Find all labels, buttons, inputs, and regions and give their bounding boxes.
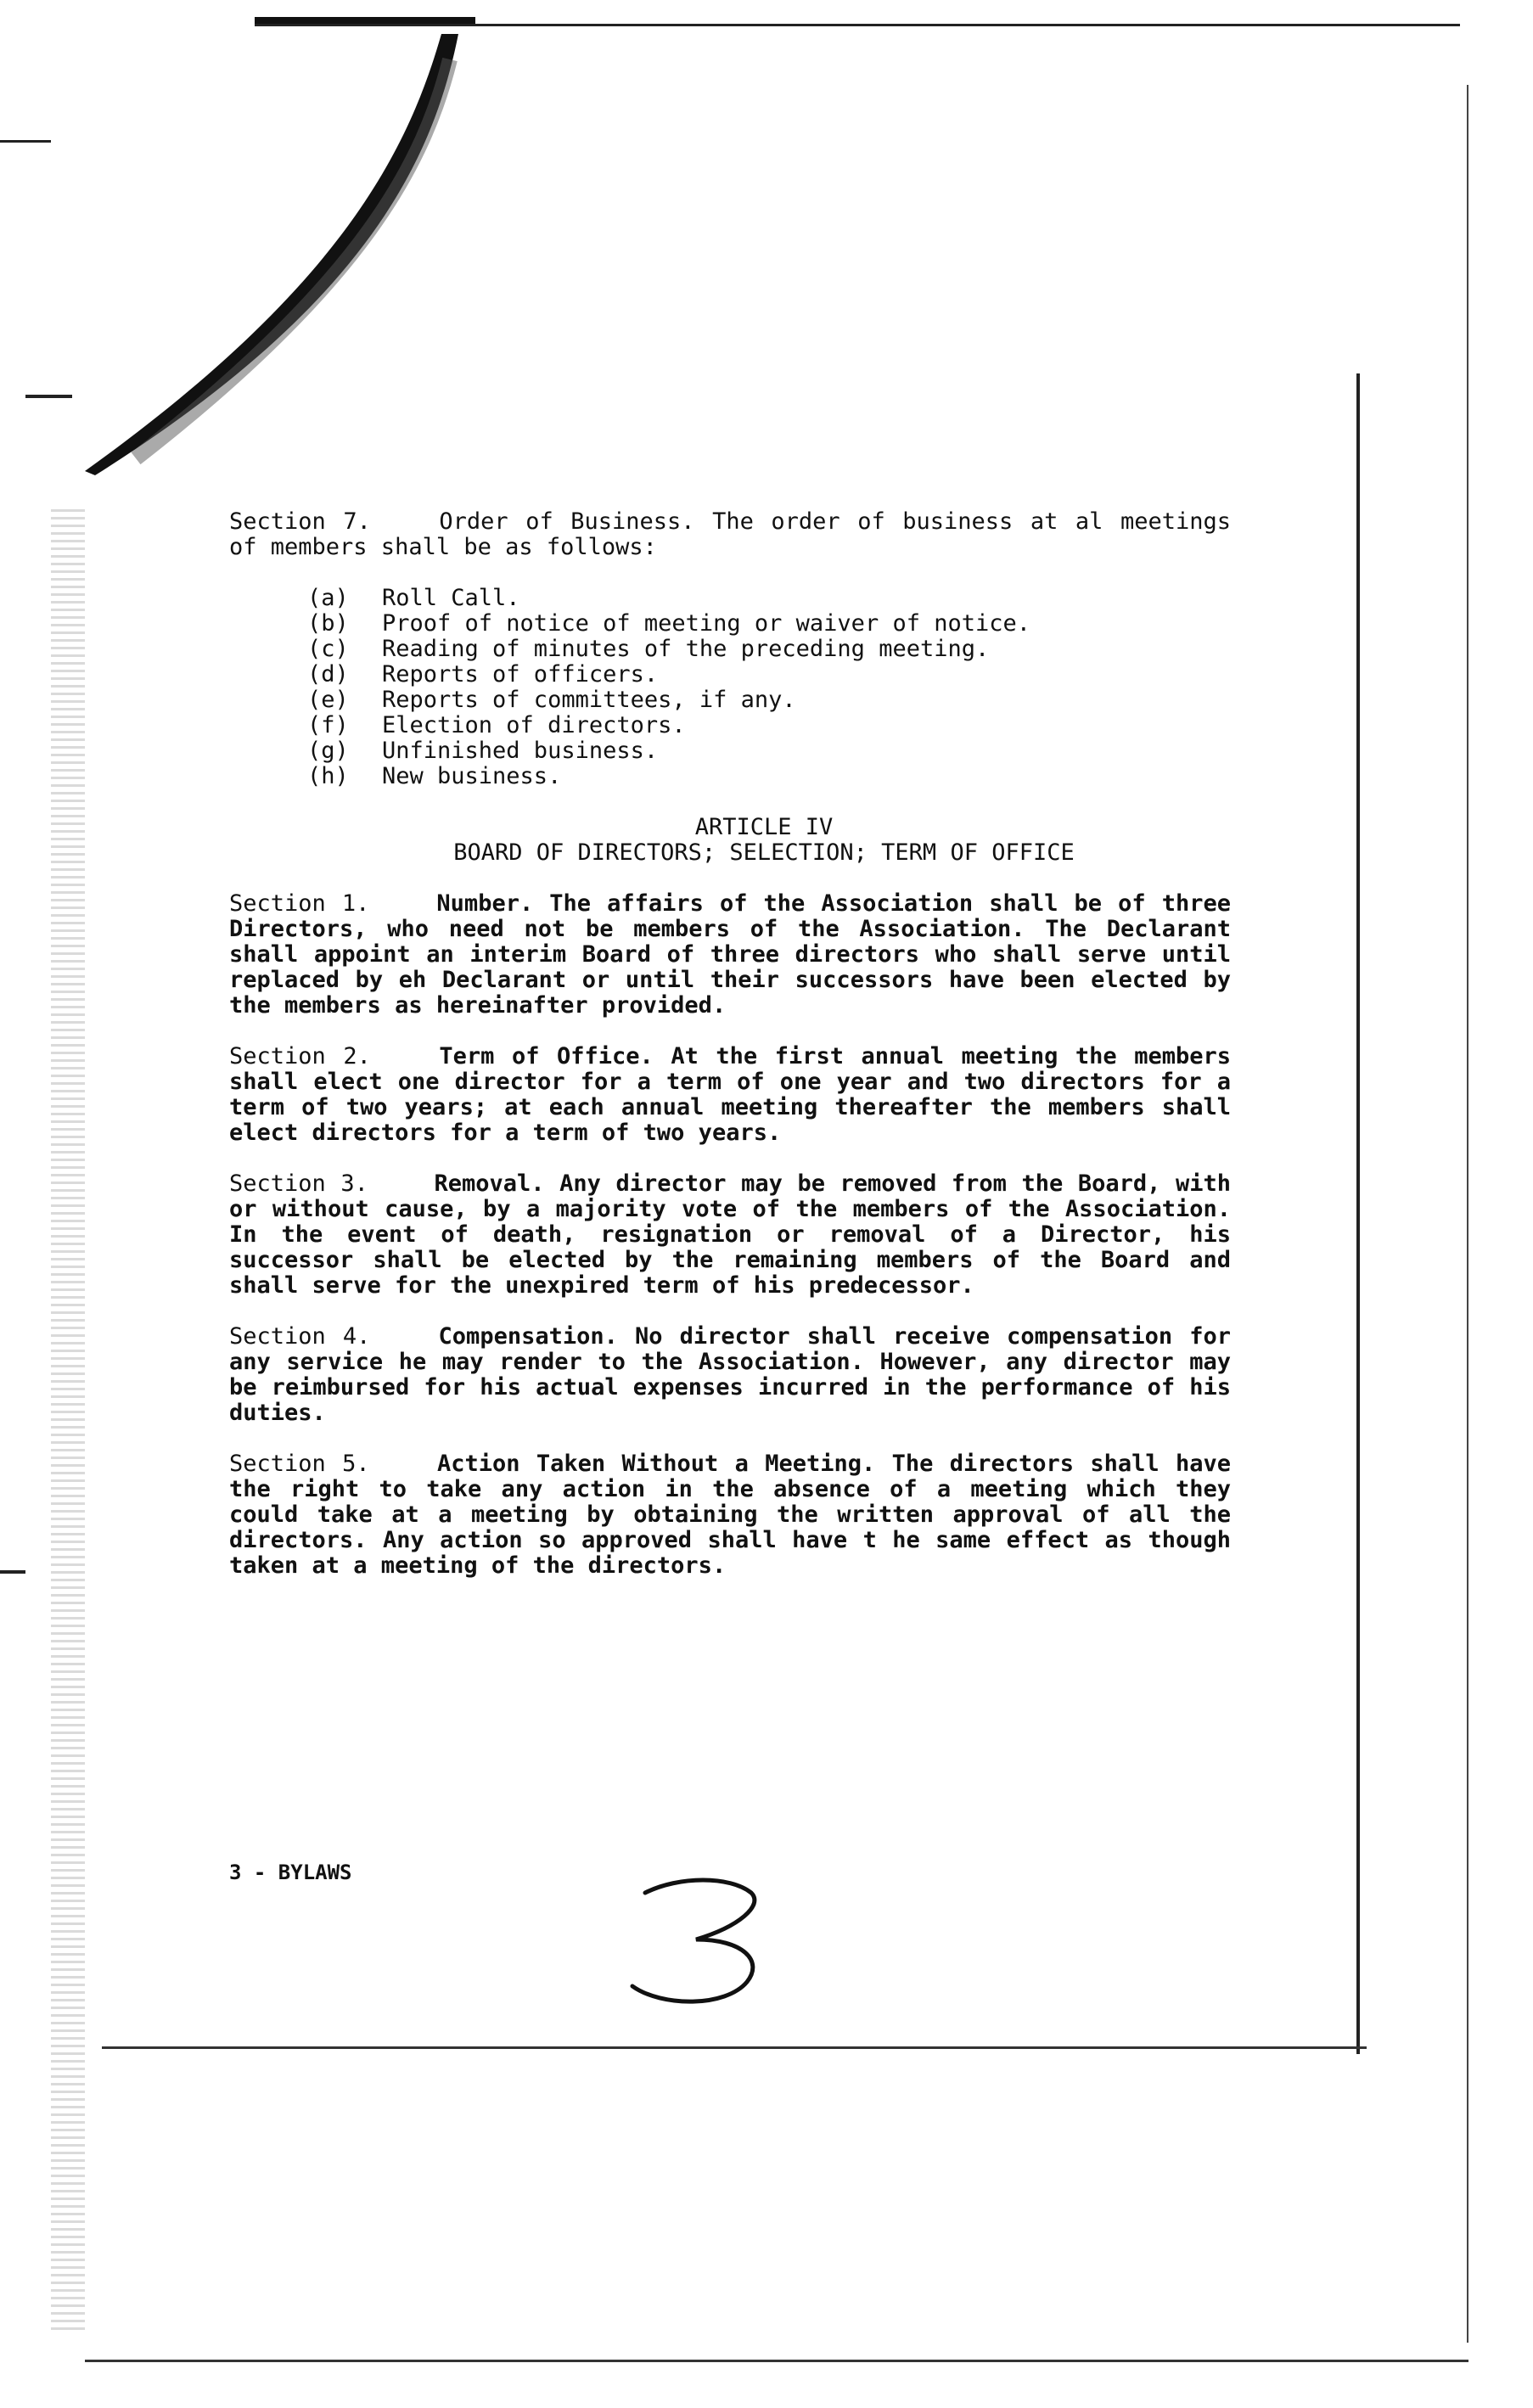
section-7-text: The order of business at al meetings of members shall be as follows: (229, 508, 1231, 560)
list-item-label: (f) (307, 712, 349, 738)
list-item-label: (b) (307, 610, 349, 637)
list-item (307, 713, 1231, 738)
section-4-paragraph (229, 1324, 1231, 1426)
footer-label: 3 - BYLAWS (229, 1861, 352, 1884)
list-item-text: New business. (382, 763, 562, 789)
scan-artifact-mark (0, 1570, 25, 1574)
list-item (307, 586, 1231, 611)
list-item-label: (e) (307, 687, 349, 713)
list-item-text: Unfinished business. (382, 738, 659, 764)
scan-artifact-mark (0, 140, 51, 143)
list-item-label: (c) (307, 636, 349, 662)
section-text: The directors shall have the right to take any action in the absence of a meeting which they could take at a meeting by obtaining the written approval of all the directors. Any action so approved shall have t he same effect as though taken at a meeting of the directors. (229, 1451, 1231, 1579)
section-3-paragraph (229, 1171, 1231, 1299)
section-heading: Section 5. (229, 1451, 370, 1477)
section-title: Term of Office. (439, 1043, 654, 1069)
section-7-paragraph (229, 509, 1231, 560)
list-item-label: (h) (307, 763, 349, 789)
list-item-text: Proof of notice of meeting or waiver of notice. (382, 610, 1031, 637)
scan-artifact-mark (25, 395, 72, 398)
list-item (307, 764, 1231, 789)
section-5-paragraph (229, 1451, 1231, 1579)
list-item-text: Reports of officers. (382, 661, 659, 688)
scan-artifact-bottom-edge-outer (85, 2360, 1468, 2362)
section-1-paragraph (229, 891, 1231, 1019)
article-number: ARTICLE IV (694, 814, 834, 840)
list-item-label: (d) (307, 661, 349, 688)
section-text: At the first annual meeting the members shall elect one director for a term of one year and two directors for a term of two years; at each annual meeting thereafter the members shall elect directors for a term of two years. (229, 1043, 1231, 1146)
section-heading: Section 4. (229, 1323, 371, 1350)
handwritten-page-number (628, 1867, 764, 2012)
scan-artifact-right-outer (1467, 85, 1468, 2343)
list-item-text: Reading of minutes of the preceding meeting. (382, 636, 990, 662)
list-item (307, 662, 1231, 688)
article-sections (229, 891, 1231, 1579)
list-item (307, 738, 1231, 764)
list-item (307, 637, 1231, 662)
article-heading (229, 815, 1231, 866)
list-item-text: Roll Call. (382, 585, 520, 611)
scan-artifact-right-border (1356, 373, 1360, 2054)
scan-artifact-left-border (51, 509, 85, 2334)
section-title: Compensation. (438, 1323, 618, 1350)
list-item (307, 611, 1231, 637)
section-text: The affairs of the Association shall be of three Directors, who need not be members of the Association. The Declarant shall appoint an interim Board of three directors who shall serve until replaced by eh Declarant or until their successors have been elected by the members as hereinafter provided. (229, 890, 1231, 1019)
list-item-text: Election of directors. (382, 712, 686, 738)
list-item-text: Reports of committees, if any. (382, 687, 796, 713)
section-text: Any director may be removed from the Board, with or without cause, by a majority vote of the members of the Association. In the event of death, resignation or removal of a Director, his successor shall be elected by the remaining members of the Board and shall serve for the unexpired term of his predecessor. (229, 1170, 1231, 1299)
section-title: Action Taken Without a Meeting. (436, 1451, 876, 1477)
scan-artifact-streak (85, 34, 458, 475)
section-title: Number. (436, 890, 534, 917)
article-title: BOARD OF DIRECTORS; SELECTION; TERM OF OFFICE (453, 839, 1075, 866)
handwritten-page-number-text: 3 (628, 1867, 629, 1868)
section-text: No director shall receive compensation for any service he may render to the Association. However, any director may be reimbursed for his actual expenses incurred in the performance of his duties. (229, 1323, 1232, 1426)
list-item-label: (g) (307, 738, 349, 764)
section-heading: Section 1. (229, 890, 370, 917)
order-of-business-list (229, 586, 1231, 789)
section-heading: Section 3. (229, 1170, 368, 1197)
section-title: Removal. (434, 1170, 545, 1197)
page-content (229, 509, 1231, 1604)
section-7-title: Order of Business. (439, 508, 695, 535)
section-2-paragraph (229, 1044, 1231, 1146)
scan-artifact-top-edge (255, 24, 1460, 26)
list-item (307, 688, 1231, 713)
list-item-label: (a) (307, 585, 349, 611)
scan-artifact-bottom-edge (102, 2046, 1367, 2049)
section-7-heading: Section 7. (229, 508, 371, 535)
section-heading: Section 2. (229, 1043, 371, 1069)
